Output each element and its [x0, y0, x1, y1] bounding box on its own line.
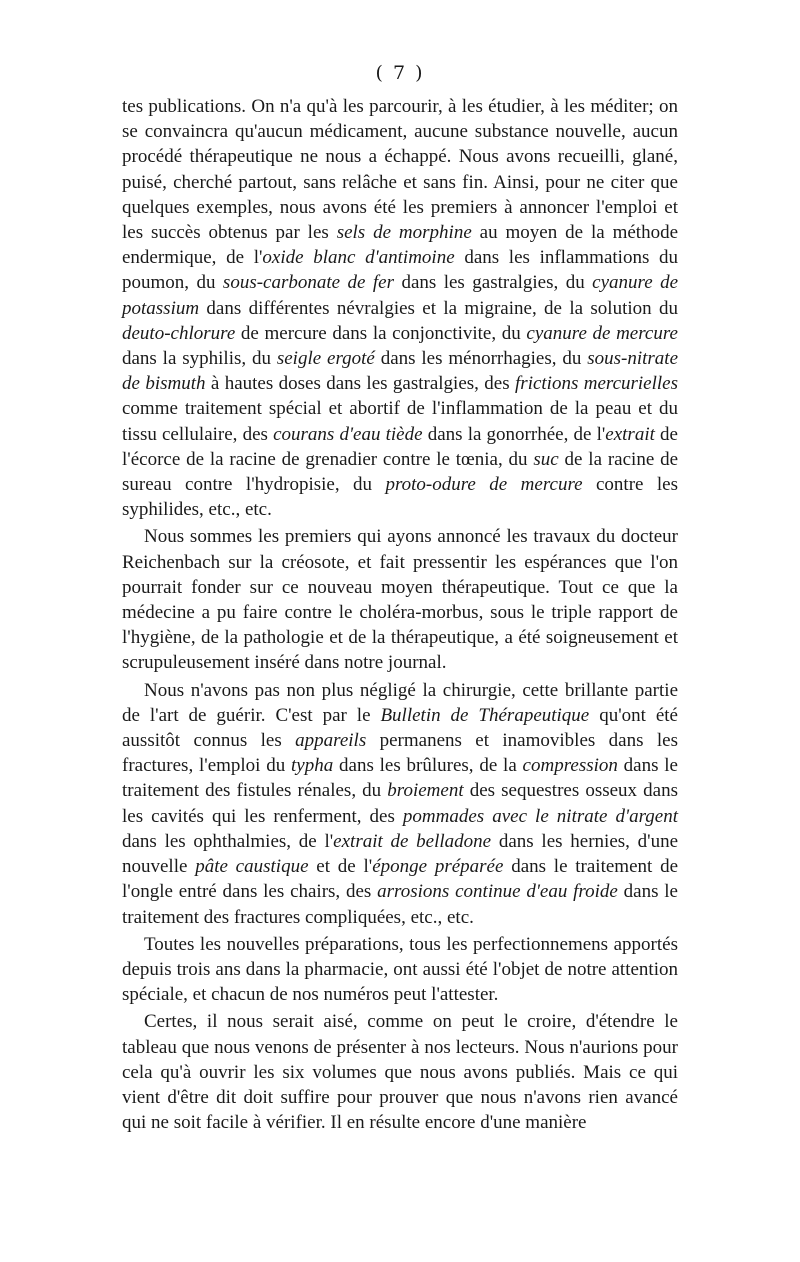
paragraph [122, 94, 678, 522]
text-run: contre les syphilides, etc., etc. [122, 474, 678, 521]
text-run: dans les ophthalmies, de l' [122, 830, 334, 852]
italic-term: broiement [387, 780, 464, 802]
italic-term: proto-odure de mercure [385, 474, 583, 496]
italic-term: seigle ergoté [276, 348, 375, 370]
paragraph [122, 1009, 678, 1135]
text-run: Nous n'avons pas non plus négligé la chirurgie, cette brillante partie de l'art de guérir. C'est par le [122, 679, 678, 726]
paragraph [122, 678, 678, 930]
text-run: de la racine de sureau contre l'hydropisie, du [122, 448, 679, 496]
italic-term: courans d'eau tiède [273, 423, 423, 445]
text-run: et de l' [308, 856, 373, 878]
text-run: dans la syphilis, du [122, 348, 277, 370]
italic-term: sous-nitrate de bismuth [122, 348, 679, 395]
page-number: ( 7 ) [375, 62, 425, 84]
paragraph [122, 932, 678, 1008]
text-run: dans les gastralgies, du [394, 272, 593, 294]
text-run: Nous sommes les premiers qui ayons annoncé les travaux du docteur Reichenbach sur la créosote, et fait pressentir les espérances que l'on pourrait fonder sur ce nouveau moyen thérapeutique. Tout ce que la médecine a pu faire contre le choléra-morbus, sous le triple rapport de l'hygiène, de la pathologie et de la thérapeutique, a été soigneusement et scrupuleusement inséré dans notre journal. [122, 526, 678, 674]
text-run: à hautes doses dans les gastralgies, des [205, 373, 516, 395]
text-run: comme traitement spécial et abortif de l'inflammation de la peau et du tissu cellulaire, des [122, 398, 678, 445]
text-run: dans différentes névralgies et la migraine, de la solution du [199, 297, 678, 319]
italic-term: extrait de belladone [333, 830, 492, 852]
text-run: dans le traitement des fistules rénales, du [122, 755, 678, 802]
text-run: tes publications. On n'a qu'à les parcourir, à les étudier, à les méditer; on se convaincra qu'aucun médicament, aucune substance nouvelle, aucun procédé thérapeutique ne nous a échappé. Nous avons recueilli, glané, puisé, cherché partout, sans relâche et sans fin. Ainsi, pour ne citer que quelques exemples, nous avons été les premiers à annoncer l'emploi et les succès obtenus par les [122, 96, 678, 244]
text-run: dans le traitement des fractures compliquées, etc., etc. [122, 881, 678, 928]
text-run: dans le traitement de l'ongle entré dans les chairs, des [122, 856, 678, 903]
italic-term: sous-carbonate de fer [222, 272, 394, 294]
text-run: Certes, il nous serait aisé, comme on peut le croire, d'étendre le tableau que nous venons de présenter à nos lecteurs. Nous n'aurions pour cela qu'à ouvrir les six volumes que nous avons publiés. Mais ce qui vient d'être dit doit suffire pour prouver que nous n'avons rien avancé qui ne soit facile à vérifier. Il en résulte encore d'une manière [122, 1011, 678, 1134]
text-run: qu'ont été aussitôt connus les [122, 704, 678, 752]
text-run: dans les hernies, d'une nouvelle [122, 830, 678, 878]
text-run: de mercure dans la conjonctivite, du [235, 322, 527, 344]
italic-term: pâte caustique [195, 856, 309, 878]
italic-term: deuto-chlorure [122, 322, 236, 344]
italic-term: suc [533, 448, 559, 470]
text-run: Toutes les nouvelles préparations, tous les perfectionnemens apportés depuis trois ans dans la pharmacie, ont aussi été l'objet de notre attention spéciale, et chacun de nos numéros peut l'attester. [122, 933, 678, 1006]
text-run: des sequestres osseux dans les cavités qui les renferment, des [122, 780, 678, 827]
text-run: de l'écorce de la racine de grenadier contre le tœnia, du [122, 423, 678, 470]
italic-term: extrait [605, 423, 655, 445]
text-run: permanens et inamovibles dans les fractures, l'emploi du [122, 730, 678, 777]
italic-term: cyanure de mercure [526, 322, 678, 344]
paragraph [122, 524, 678, 675]
italic-term: sels de morphine [336, 222, 472, 244]
italic-term: oxide blanc d'antimoine [262, 247, 455, 269]
text-run: au moyen de la méthode endermique, de l' [122, 222, 678, 269]
italic-term: Bulletin de Thérapeutique [380, 704, 590, 726]
italic-term: cyanure de potassium [122, 272, 679, 319]
italic-term: pommades avec le nitrate d'argent [402, 805, 678, 827]
text-run: dans les inflammations du poumon, du [122, 247, 678, 294]
italic-term: éponge préparée [372, 856, 504, 878]
italic-term: compression [522, 755, 618, 777]
text-run: dans les brûlures, de la [333, 755, 523, 777]
italic-term: appareils [295, 730, 367, 752]
italic-term: typha [291, 755, 334, 777]
body-text [122, 94, 678, 1137]
italic-term: arrosions continue d'eau froide [377, 881, 618, 903]
text-run: dans les ménorrhagies, du [374, 348, 588, 370]
italic-term: frictions mercurielles [515, 373, 679, 395]
text-run: dans la gonorrhée, de l' [422, 423, 606, 445]
